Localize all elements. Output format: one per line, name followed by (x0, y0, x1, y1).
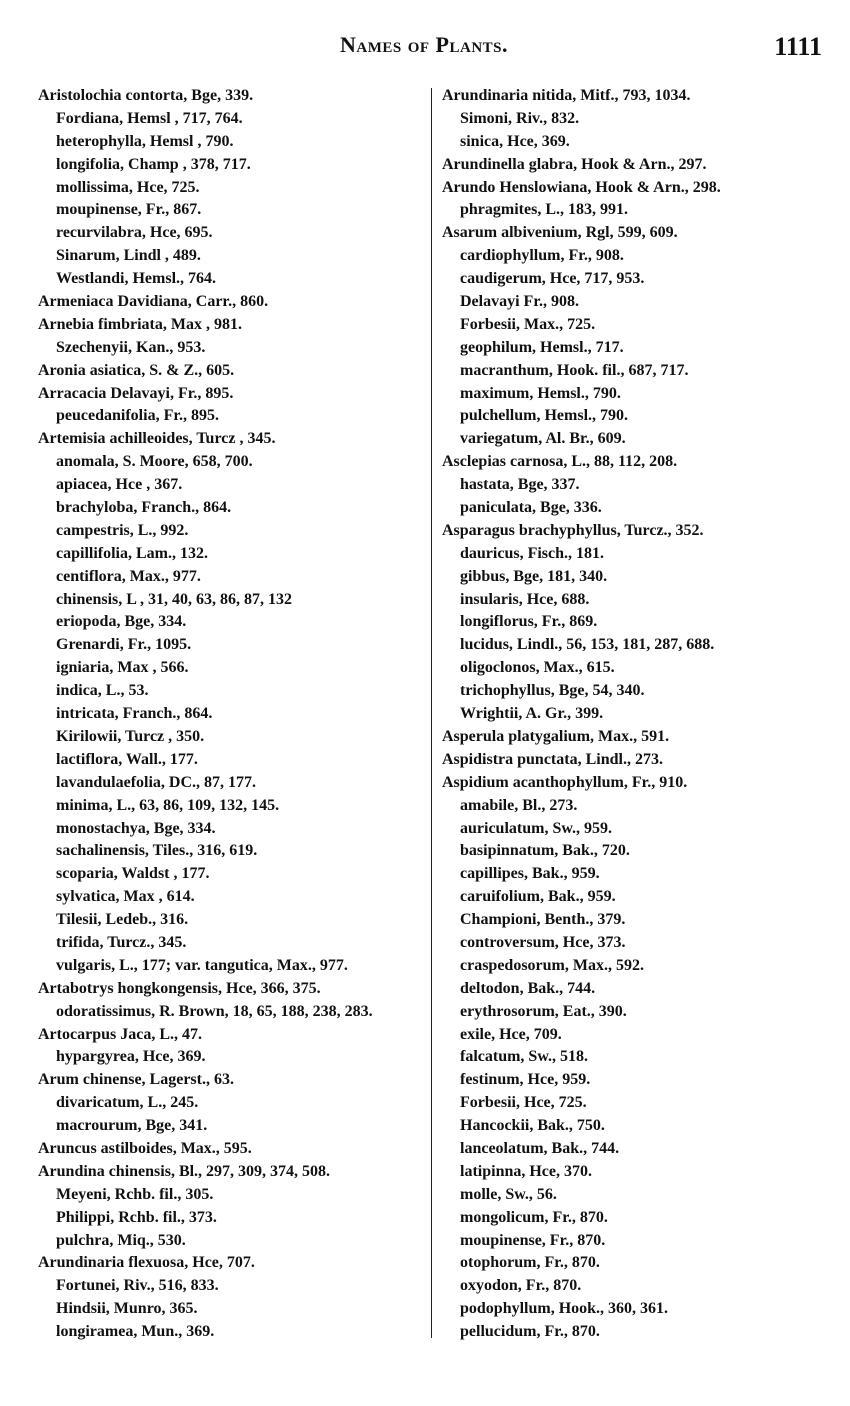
index-subentry: vulgaris, L., 177; var. tangutica, Max., 977. (56, 956, 348, 974)
index-subentry: molle, Sw., 56. (460, 1185, 557, 1203)
index-subentry: Szechenyii, Kan., 953. (56, 338, 206, 356)
index-entry: Arundinaria nitida, Mitf., 793, 1034. (442, 87, 691, 104)
index-subentry: podophyllum, Hook., 360, 361. (460, 1300, 669, 1318)
index-subentry: indica, L., 53. (56, 682, 149, 700)
index-subentry: trifida, Turcz., 345. (56, 933, 187, 951)
page-header (0, 32, 850, 66)
index-subentry: caruifolium, Bak., 959. (460, 888, 616, 906)
index-subentry: macranthum, Hook. fil., 687, 717. (460, 361, 689, 379)
right-index-column (442, 85, 832, 1344)
index-subentry: minima, L., 63, 86, 109, 132, 145. (56, 796, 280, 814)
index-subentry: igniaria, Max , 566. (56, 659, 189, 677)
index-entry: Aspidistra punctata, Lindl., 273. (442, 750, 663, 768)
index-subentry: heterophylla, Hemsl , 790. (56, 132, 234, 150)
index-entry: Aristolochia contorta, Bge, 339. (38, 87, 254, 104)
index-subentry: erythrosorum, Eat., 390. (460, 1002, 627, 1020)
index-subentry: pulchellum, Hemsl., 790. (460, 407, 629, 425)
index-subentry: campestris, L., 992. (56, 521, 189, 539)
index-subentry: caudigerum, Hce, 717, 953. (460, 270, 645, 288)
index-subentry: variegatum, Al. Br., 609. (460, 430, 626, 448)
index-subentry: eriopoda, Bge, 334. (56, 613, 187, 631)
index-subentry: moupinense, Fr., 870. (460, 1231, 606, 1249)
index-subentry: hypargyrea, Hce, 369. (56, 1048, 206, 1066)
running-title: Names of Plants. (340, 32, 509, 57)
index-subentry: deltodon, Bak., 744. (460, 979, 596, 997)
index-entry: Artabotrys hongkongensis, Hce, 366, 375. (38, 979, 321, 997)
index-subentry: macrourum, Bge, 341. (56, 1117, 208, 1135)
index-entry: Arracacia Delavayi, Fr., 895. (38, 384, 234, 402)
index-subentry: Sinarum, Lindl , 489. (56, 247, 201, 265)
index-subentry: longifolia, Champ , 378, 717. (56, 155, 251, 173)
index-subentry: sinica, Hce, 369. (460, 132, 570, 150)
index-subentry: controversum, Hce, 373. (460, 933, 626, 951)
index-subentry: falcatum, Sw., 518. (460, 1048, 588, 1066)
index-entry: Aronia asiatica, S. & Z., 605. (38, 361, 235, 379)
index-subentry: Fordiana, Hemsl , 717, 764. (56, 109, 243, 127)
index-subentry: Hancockii, Bak., 750. (460, 1117, 605, 1135)
index-subentry: phragmites, L., 183, 991. (460, 201, 628, 219)
index-subentry: Meyeni, Rchb. fil., 305. (56, 1185, 214, 1203)
index-subentry: lanceolatum, Bak., 744. (460, 1139, 620, 1157)
index-subentry: lavandulaefolia, DC., 87, 177. (56, 773, 257, 791)
index-subentry: gibbus, Bge, 181, 340. (460, 567, 608, 585)
index-subentry: Championi, Benth., 379. (460, 911, 626, 929)
index-subentry: craspedosorum, Max., 592. (460, 956, 644, 974)
index-subentry: recurvilabra, Hce, 695. (56, 224, 213, 242)
index-entry: Artemisia achilleoides, Turcz , 345. (38, 430, 276, 448)
index-subentry: basipinnatum, Bak., 720. (460, 842, 630, 860)
index-subentry: odoratissimus, R. Brown, 18, 65, 188, 238, 283. (56, 1002, 373, 1020)
index-subentry: Kirilowii, Turcz , 350. (56, 727, 205, 745)
index-subentry: insularis, Hce, 688. (460, 590, 590, 608)
index-entry: Asperula platygalium, Max., 591. (442, 727, 670, 745)
index-subentry: Tilesii, Ledeb., 316. (56, 911, 189, 929)
index-subentry: latipinna, Hce, 370. (460, 1162, 593, 1180)
index-subentry: Simoni, Riv., 832. (460, 109, 580, 127)
index-subentry: capillifolia, Lam., 132. (56, 544, 208, 562)
index-subentry: pellucidum, Fr., 870. (460, 1323, 600, 1341)
index-entry: Arundo Henslowiana, Hook & Arn., 298. (442, 178, 721, 196)
index-subentry: oligoclonos, Max., 615. (460, 659, 615, 677)
index-entry: Arundina chinensis, Bl., 297, 309, 374, 508. (38, 1162, 331, 1180)
index-subentry: dauricus, Fisch., 181. (460, 544, 605, 562)
index-subentry: centiflora, Max., 977. (56, 567, 201, 585)
index-subentry: Hindsii, Munro, 365. (56, 1300, 198, 1318)
left-index-column (38, 85, 423, 1344)
index-subentry: Delavayi Fr., 908. (460, 293, 579, 311)
index-subentry: exile, Hce, 709. (460, 1025, 562, 1043)
index-subentry: maximum, Hemsl., 790. (460, 384, 621, 402)
index-subentry: sachalinensis, Tiles., 316, 619. (56, 842, 258, 860)
index-subentry: geophilum, Hemsl., 717. (460, 338, 624, 356)
index-subentry: scoparia, Waldst , 177. (56, 865, 210, 883)
index-subentry: divaricatum, L., 245. (56, 1094, 199, 1112)
index-subentry: Philippi, Rchb. fil., 373. (56, 1208, 217, 1226)
index-entry: Asarum albivenium, Rgl, 599, 609. (442, 224, 678, 242)
index-entry: Arundinella glabra, Hook & Arn., 297. (442, 155, 707, 173)
index-entry: Asparagus brachyphyllus, Turcz., 352. (442, 521, 704, 539)
index-subentry: oxyodon, Fr., 870. (460, 1277, 582, 1295)
index-entry: Artocarpus Jaca, L., 47. (38, 1025, 202, 1043)
page-number: 1111 (774, 32, 822, 61)
index-subentry: amabile, Bl., 273. (460, 796, 578, 814)
index-subentry: moupinense, Fr., 867. (56, 201, 202, 219)
index-subentry: capillipes, Bak., 959. (460, 865, 600, 883)
index-entry: Aspidium acanthophyllum, Fr., 910. (442, 773, 688, 791)
index-subentry: brachyloba, Franch., 864. (56, 499, 232, 517)
index-entry: Arnebia fimbriata, Max , 981. (38, 315, 242, 333)
index-subentry: mollissima, Hce, 725. (56, 178, 200, 196)
index-entry: Arum chinense, Lagerst., 63. (38, 1071, 234, 1089)
index-entry: Arundinaria flexuosa, Hce, 707. (38, 1254, 255, 1272)
index-subentry: intricata, Franch., 864. (56, 705, 213, 723)
index-entry: Armeniaca Davidiana, Carr., 860. (38, 293, 269, 311)
index-subentry: trichophyllus, Bge, 54, 340. (460, 682, 645, 700)
index-subentry: mongolicum, Fr., 870. (460, 1208, 608, 1226)
index-subentry: longiramea, Mun., 369. (56, 1323, 215, 1341)
index-subentry: longiflorus, Fr., 869. (460, 613, 598, 631)
index-subentry: apiacea, Hce , 367. (56, 476, 183, 494)
index-subentry: Forbesii, Max., 725. (460, 315, 596, 333)
index-subentry: anomala, S. Moore, 658, 700. (56, 453, 253, 471)
index-subentry: festinum, Hce, 959. (460, 1071, 591, 1089)
index-subentry: sylvatica, Max , 614. (56, 888, 195, 906)
index-subentry: paniculata, Bge, 336. (460, 499, 602, 517)
index-subentry: auriculatum, Sw., 959. (460, 819, 613, 837)
index-subentry: Westlandi, Hemsl., 764. (56, 270, 217, 288)
index-subentry: cardiophyllum, Fr., 908. (460, 247, 624, 265)
index-subentry: chinensis, L , 31, 40, 63, 86, 87, 132 (56, 590, 293, 608)
column-divider (431, 88, 432, 1338)
index-subentry: Grenardi, Fr., 1095. (56, 636, 192, 654)
index-subentry: Wrightii, A. Gr., 399. (460, 705, 604, 723)
index-subentry: lucidus, Lindl., 56, 153, 181, 287, 688. (460, 636, 715, 654)
index-entry: Asclepias carnosa, L., 88, 112, 208. (442, 453, 678, 471)
index-entry: Aruncus astilboides, Max., 595. (38, 1139, 252, 1157)
index-subentry: Forbesii, Hce, 725. (460, 1094, 587, 1112)
index-subentry: hastata, Bge, 337. (460, 476, 580, 494)
index-subentry: peucedanifolia, Fr., 895. (56, 407, 219, 425)
index-subentry: lactiflora, Wall., 177. (56, 750, 198, 768)
index-subentry: Fortunei, Riv., 516, 833. (56, 1277, 219, 1295)
index-subentry: pulchra, Miq., 530. (56, 1231, 186, 1249)
index-subentry: monostachya, Bge, 334. (56, 819, 216, 837)
index-subentry: otophorum, Fr., 870. (460, 1254, 600, 1272)
